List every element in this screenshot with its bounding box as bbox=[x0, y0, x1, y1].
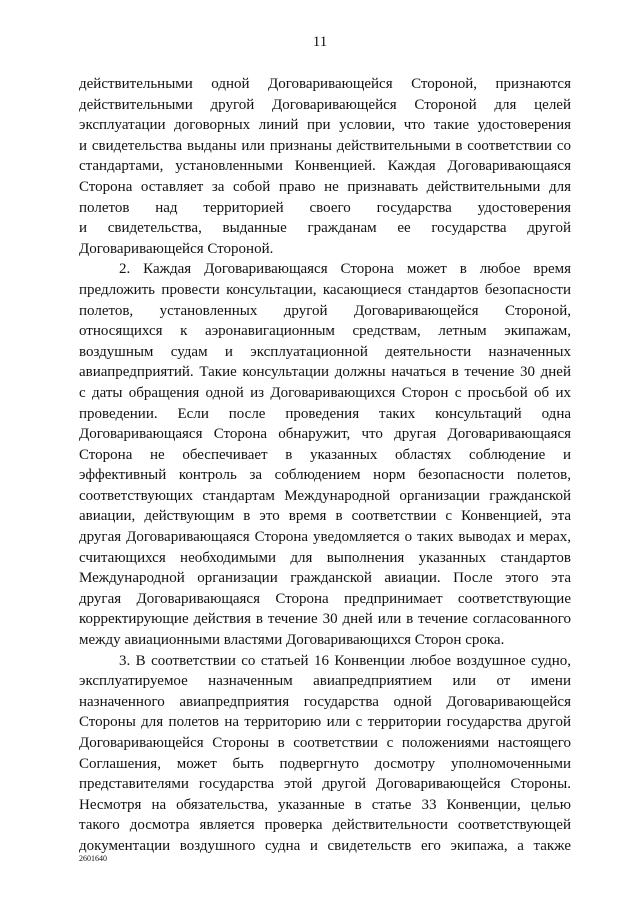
text-line: авиапредприятий. Такие консультации должны начаться в течение 30 дней bbox=[79, 364, 571, 381]
text-line: представителями государства этой другой Договаривающейся Стороны. bbox=[79, 776, 571, 793]
paragraph bbox=[79, 74, 571, 259]
text-line: действительными одной Договаривающейся Стороной, признаются bbox=[79, 76, 571, 92]
text-line: Соглашения, может быть подвергнуто досмотру уполномоченными bbox=[79, 755, 571, 772]
text-line: такого досмотра является проверка действительности соответствующей bbox=[79, 817, 571, 834]
text-line: полетов над территорией своего государства удостоверения bbox=[79, 199, 571, 216]
text-line: эксплуатации договорных линий при условии, что такие удостоверения bbox=[79, 117, 571, 134]
text-line: Договаривающейся Стороной. bbox=[79, 240, 274, 257]
text-line: документации воздушного судна и свидетельств его экипажа, а также bbox=[79, 837, 571, 854]
document-body bbox=[79, 74, 571, 857]
text-line: Стороны для полетов на территорию или с территории государства другой bbox=[79, 714, 571, 731]
text-line: между авиационными властями Договаривающихся Сторон срока. bbox=[79, 632, 505, 649]
text-line: относящихся к аэронавигационным средствам, летным экипажам, bbox=[79, 323, 571, 340]
text-line: Сторона оставляет за собой право не признавать действительными для bbox=[79, 178, 571, 195]
text-line: и свидетельства, выданные гражданам ее государства другой bbox=[79, 220, 571, 237]
text-line: 2. Каждая Договаривающаяся Сторона может в любое время bbox=[119, 261, 571, 278]
text-line: Сторона не обеспечивает в указанных областях соблюдение и bbox=[79, 446, 571, 463]
text-line: другая Договаривающаяся Сторона уведомляется о таких выводах и мерах, bbox=[79, 529, 571, 546]
text-line: Договаривающейся Стороны в соответствии с положениями настоящего bbox=[79, 735, 571, 751]
text-line: Международной организации гражданской авиации. После этого эта bbox=[79, 570, 571, 587]
text-line: действительными другой Договаривающейся Стороной для целей bbox=[79, 96, 571, 113]
text-line: авиации, действующим в это время в соответствии с Конвенцией, эта bbox=[79, 508, 571, 525]
text-line: полетов, установленных другой Договаривающейся Стороной, bbox=[79, 302, 571, 319]
text-line: 3. В соответствии со статьей 16 Конвенции любое воздушное судно, bbox=[119, 652, 571, 669]
text-line: воздушным судам и эксплуатационной деятельности назначенных bbox=[79, 343, 571, 360]
text-line: с даты обращения одной из Договаривающихся Сторон с просьбой об их bbox=[79, 384, 571, 401]
text-line: назначенного авиапредприятия государства одной Договаривающейся bbox=[79, 693, 571, 710]
text-line: предложить провести консультации, касающиеся стандартов безопасности bbox=[79, 281, 571, 298]
text-line: другая Договаривающаяся Сторона предпринимает соответствующие bbox=[79, 590, 571, 607]
paragraph bbox=[79, 651, 571, 857]
text-line: эксплуатируемое назначенным авиапредприятием или от имени bbox=[79, 673, 571, 690]
text-line: корректирующие действия в течение 30 дней или в течение согласованного bbox=[79, 611, 571, 628]
text-line: эффективный контроль за соблюдением норм безопасности полетов, bbox=[79, 467, 571, 484]
text-line: считающихся необходимыми для выполнения указанных стандартов bbox=[79, 549, 571, 566]
document-footer-code: 2601640 bbox=[79, 854, 107, 863]
text-line: проведении. Если после проведения таких консультаций одна bbox=[79, 405, 571, 422]
text-line: Договаривающаяся Сторона обнаружит, что другая Договаривающаяся bbox=[79, 426, 571, 443]
text-line: соответствующих стандартам Международной организации гражданской bbox=[79, 487, 571, 504]
text-line: Несмотря на обязательства, указанные в статье 33 Конвенции, целью bbox=[79, 796, 571, 813]
text-line: и свидетельства выданы или признаны действительными в соответствии со bbox=[79, 137, 571, 154]
page-number: 11 bbox=[312, 34, 328, 50]
paragraph bbox=[79, 259, 571, 650]
text-line: стандартами, установленными Конвенцией. Каждая Договаривающаяся bbox=[79, 158, 571, 175]
